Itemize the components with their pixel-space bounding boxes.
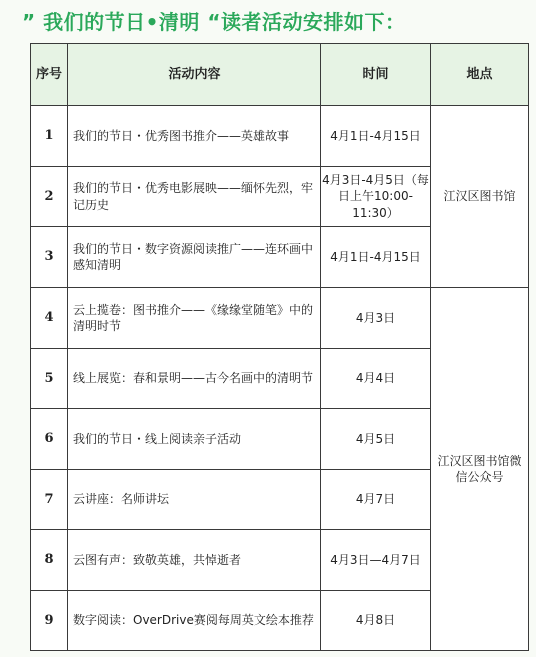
row-activity: 我们的节日・优秀电影展映——缅怀先烈，牢记历史 xyxy=(68,167,321,227)
header-activity: 活动内容 xyxy=(68,44,321,106)
table-row xyxy=(31,106,529,167)
row-activity: 云上揽卷：图书推介——《缘缘堂随笔》中的清明时节 xyxy=(68,288,321,349)
row-time: 4月7日 xyxy=(321,470,431,530)
row-activity: 我们的节日・线上阅读亲子活动 xyxy=(68,409,321,470)
row-time: 4月4日 xyxy=(321,349,431,409)
row-time: 4月3日 xyxy=(321,288,431,349)
row-activity: 我们的节日・数字资源阅读推广——连环画中感知清明 xyxy=(68,227,321,288)
row-number: 3 xyxy=(31,227,68,288)
header-number: 序号 xyxy=(31,44,68,106)
row-number: 8 xyxy=(31,530,68,591)
page-heading: ” 我们的节日•清明 “读者活动安排如下： xyxy=(22,10,406,34)
row-number: 2 xyxy=(31,167,68,227)
row-activity: 数字阅读：OverDrive赛阅每周英文绘本推荐 xyxy=(68,591,321,651)
header-location: 地点 xyxy=(431,44,529,106)
row-number: 1 xyxy=(31,106,68,167)
row-activity: 云图有声：致敬英雄，共悼逝者 xyxy=(68,530,321,591)
row-number: 4 xyxy=(31,288,68,349)
row-activity: 我们的节日・优秀图书推介——英雄故事 xyxy=(68,106,321,167)
header-time: 时间 xyxy=(321,44,431,106)
location-cell: 江汉区图书馆 xyxy=(431,106,529,288)
row-number: 9 xyxy=(31,591,68,651)
row-number: 7 xyxy=(31,470,68,530)
row-number: 5 xyxy=(31,349,68,409)
row-time: 4月5日 xyxy=(321,409,431,470)
row-number: 6 xyxy=(31,409,68,470)
activity-schedule-table xyxy=(30,43,529,651)
row-activity: 线上展览：春和景明——古今名画中的清明节 xyxy=(68,349,321,409)
row-time: 4月3日—4月7日 xyxy=(321,530,431,591)
row-time: 4月3日-4月5日（每日上午10:00-11:30） xyxy=(321,167,431,227)
row-time: 4月8日 xyxy=(321,591,431,651)
table-header-row xyxy=(31,44,529,106)
table-row xyxy=(31,288,529,349)
row-time: 4月1日-4月15日 xyxy=(321,227,431,288)
location-cell: 江汉区图书馆微信公众号 xyxy=(431,288,529,651)
row-time: 4月1日-4月15日 xyxy=(321,106,431,167)
row-activity: 云讲座：名师讲坛 xyxy=(68,470,321,530)
